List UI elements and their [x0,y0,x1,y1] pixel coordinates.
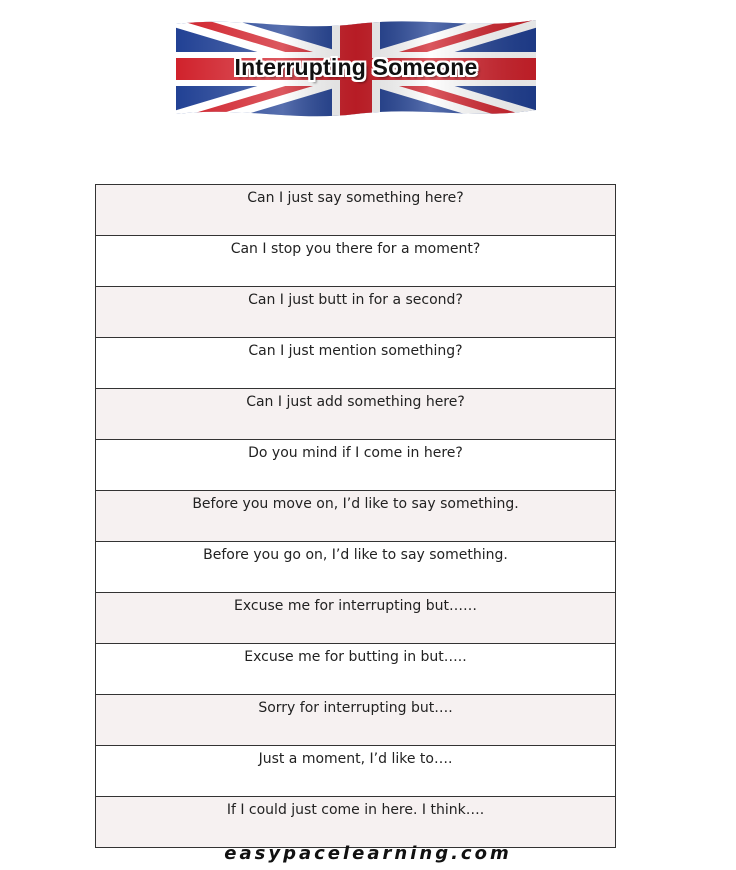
table-row [96,389,616,440]
phrase-cell: Excuse me for interrupting but…… [96,593,616,644]
footer-site-name: easypacelearning.com [224,843,512,864]
table-row [96,491,616,542]
phrase-cell: Can I just add something here? [96,389,616,440]
table-row [96,644,616,695]
union-jack-banner [172,14,540,124]
phrase-cell: Can I just say something here? [96,185,616,236]
phrase-cell: Excuse me for butting in but….. [96,644,616,695]
table-row [96,338,616,389]
table-row [96,797,616,848]
table-row [96,185,616,236]
phrase-cell: Can I just mention something? [96,338,616,389]
phrase-cell: Do you mind if I come in here? [96,440,616,491]
table-row [96,287,616,338]
table-row [96,440,616,491]
table-row [96,542,616,593]
phrase-cell: Can I just butt in for a second? [96,287,616,338]
table-row [96,236,616,287]
phrase-cell: Before you move on, I’d like to say something. [96,491,616,542]
table-row [96,695,616,746]
phrase-cell: If I could just come in here. I think…. [96,797,616,848]
phrase-cell: Before you go on, I’d like to say something. [96,542,616,593]
phrase-cell: Just a moment, I’d like to…. [96,746,616,797]
page-title: Interrupting Someone [234,54,478,80]
phrase-cell: Can I stop you there for a moment? [96,236,616,287]
table-row [96,746,616,797]
table-row [96,593,616,644]
phrase-cell: Sorry for interrupting but…. [96,695,616,746]
phrase-table [95,184,616,848]
